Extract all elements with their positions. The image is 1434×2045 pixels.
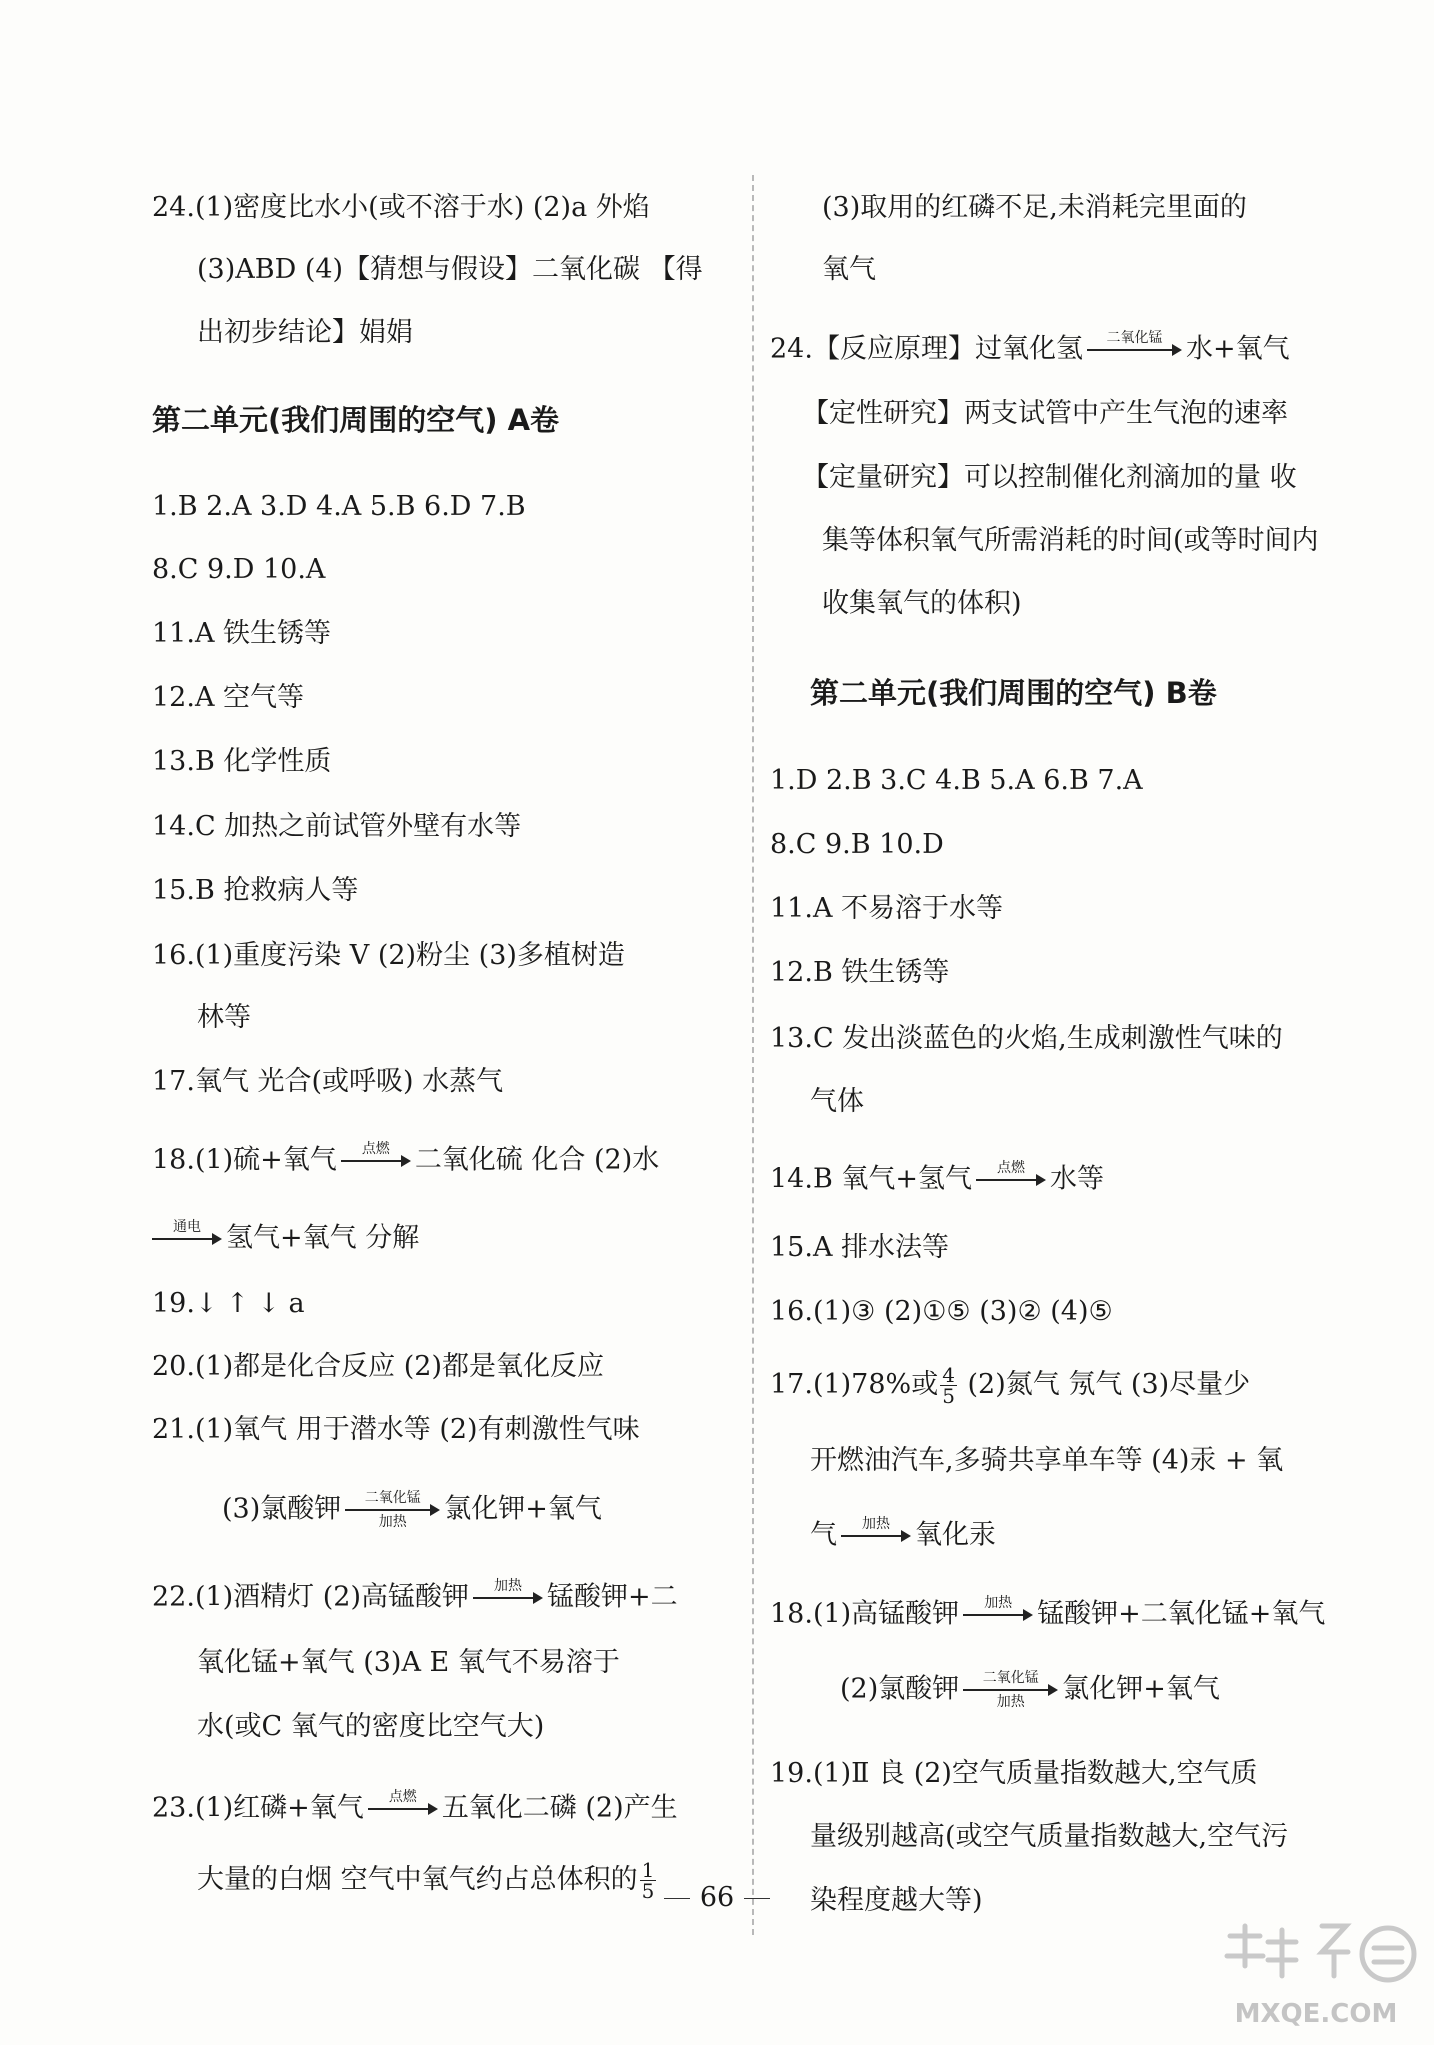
reaction-arrow <box>473 1578 543 1618</box>
answer-line: 气体 <box>810 1086 864 1117</box>
arrow-condition: 加热 <box>494 1578 523 1594</box>
arrow-condition: 加热 <box>984 1595 1013 1611</box>
watermark-logo-icon <box>1212 1918 1422 2036</box>
arrow-condition: 二氧化锰 <box>364 1490 421 1506</box>
answer-text: 17.(1)78%或 <box>770 1369 939 1400</box>
arrow-condition: 点燃 <box>361 1141 390 1157</box>
fraction-numerator: 1 <box>641 1858 655 1882</box>
equation-reactants: 23.(1)红磷+氧气 <box>152 1792 364 1824</box>
answer-line: 氧气 <box>822 254 876 285</box>
column-divider <box>752 175 754 1935</box>
equation-reactants: (2)氯酸钾 <box>840 1673 960 1705</box>
answer-line: 24.(1)密度比水小(或不溶于水) (2)a 外焰 <box>152 192 650 223</box>
equation-line <box>770 1160 1104 1194</box>
equation-products: 氯化钾+氧气 <box>444 1493 602 1525</box>
reaction-arrow <box>345 1490 440 1530</box>
equation-line <box>222 1490 602 1530</box>
answer-line: 染程度越大等) <box>810 1885 983 1916</box>
watermark-text: MXQE.COM <box>1234 1999 1398 2029</box>
answer-line: (3)取用的红磷不足,未消耗完里面的 <box>822 192 1247 223</box>
section-heading-a: 第二单元(我们周围的空气) A卷 <box>152 403 560 437</box>
answer-line: 21.(1)氧气 用于潜水等 (2)有刺激性气味 <box>152 1414 640 1445</box>
arrow-condition: 二氧化锰 <box>982 1670 1039 1686</box>
arrow-condition: 点燃 <box>997 1160 1025 1176</box>
answer-line: 开燃油汽车,多骑共享单车等 (4)汞 + 氧 <box>810 1445 1284 1476</box>
reaction-arrow <box>976 1160 1046 1200</box>
answer-line: 15.B 抢救病人等 <box>152 875 359 906</box>
arrow-condition: 点燃 <box>388 1789 417 1805</box>
equation-products: 水+氧气 <box>1185 333 1290 365</box>
reaction-arrow <box>841 1516 911 1556</box>
answer-line: 集等体积氧气所需消耗的时间(或等时间内 <box>822 525 1319 556</box>
equation-products: 二氧化硫 化合 (2)水 <box>414 1144 660 1176</box>
reaction-arrow <box>368 1789 438 1829</box>
answer-line: 【定量研究】可以控制催化剂滴加的量 收 <box>802 462 1297 493</box>
equation-reactants: (3)氯酸钾 <box>222 1493 342 1525</box>
equation-line <box>770 1516 996 1550</box>
arrow-condition: 加热 <box>378 1514 407 1530</box>
answer-line: 19.(1)Ⅱ 良 (2)空气质量指数越大,空气质 <box>770 1758 1258 1789</box>
answer-line: 水(或C 氧气的密度比空气大) <box>197 1711 545 1742</box>
answer-line <box>152 1858 658 1903</box>
answer-line: 林等 <box>197 1002 251 1033</box>
answer-line: 17.氧气 光合(或呼吸) 水蒸气 <box>152 1066 504 1097</box>
equation-reactants: 14.B 氧气+氢气 <box>770 1163 972 1195</box>
equation-reactants: 气 <box>810 1519 837 1551</box>
arrow-condition: 加热 <box>862 1516 890 1532</box>
equation-line <box>152 1219 419 1253</box>
section-heading-b: 第二单元(我们周围的空气) B卷 <box>810 676 1217 710</box>
answer-line: 收集氧气的体积) <box>822 588 1022 619</box>
equation-products: 锰酸钾+二氧化锰+氧气 <box>1037 1598 1326 1630</box>
answer-line: 1.B 2.A 3.D 4.A 5.B 6.D 7.B <box>152 491 526 522</box>
equation-products: 氢气+氧气 分解 <box>226 1222 420 1254</box>
answer-line: 量级别越高(或空气质量指数越大,空气污 <box>810 1821 1289 1852</box>
equation-reactants: 18.(1)高锰酸钾 <box>770 1598 960 1630</box>
answer-line: 11.A 铁生锈等 <box>152 618 332 649</box>
equation-reactants: 22.(1)酒精灯 (2)高锰酸钾 <box>152 1581 470 1613</box>
arrow-condition: 通电 <box>173 1219 201 1235</box>
answer-line: 14.C 加热之前试管外壁有水等 <box>152 811 522 842</box>
equation-reactants: 18.(1)硫+氧气 <box>152 1144 337 1176</box>
fraction-numerator: 4 <box>942 1363 955 1387</box>
answer-line: 12.B 铁生锈等 <box>770 957 950 988</box>
equation-line <box>152 1789 678 1823</box>
arrow-condition: 二氧化锰 <box>1106 330 1163 346</box>
answer-line <box>770 1363 1251 1408</box>
answer-line: 8.C 9.B 10.D <box>770 829 944 860</box>
fraction-denominator: 5 <box>942 1384 955 1408</box>
answer-line: 1.D 2.B 3.C 4.B 5.A 6.B 7.A <box>770 765 1143 796</box>
equation-line <box>770 1595 1325 1629</box>
equation-products: 锰酸钾+二 <box>547 1581 678 1613</box>
equation-line <box>840 1670 1220 1710</box>
reaction-arrow <box>1087 330 1182 370</box>
answer-line: 15.A 排水法等 <box>770 1232 950 1263</box>
page-number <box>600 1879 834 1913</box>
equation-line <box>152 1578 678 1612</box>
arrow-condition: 加热 <box>996 1694 1025 1710</box>
equation-line <box>770 330 1290 364</box>
answer-line: 16.(1)③ (2)①⑤ (3)② (4)⑤ <box>770 1296 1113 1327</box>
reaction-arrow <box>152 1219 222 1259</box>
answer-line: 8.C 9.D 10.A <box>152 554 326 585</box>
page-number-value: 66 <box>699 1882 735 1913</box>
answer-line: 12.A 空气等 <box>152 682 305 713</box>
reaction-arrow <box>963 1595 1033 1635</box>
answer-line: 19.↓ ↑ ↓ a <box>152 1288 305 1319</box>
answer-line: 出初步结论】娟娟 <box>197 317 413 348</box>
answer-line: 20.(1)都是化合反应 (2)都是氧化反应 <box>152 1351 605 1382</box>
equation-products: 氯化钾+氧气 <box>1062 1673 1220 1705</box>
answer-line: 11.A 不易溶于水等 <box>770 893 1004 924</box>
answer-line: 13.C 发出淡蓝色的火焰,生成刺激性气味的 <box>770 1023 1283 1054</box>
answer-line: 氧化锰+氧气 (3)A E 氧气不易溶于 <box>197 1647 620 1678</box>
fraction-denominator: 5 <box>641 1879 655 1903</box>
equation-products: 五氧化二磷 (2)产生 <box>441 1792 678 1824</box>
reaction-arrow <box>963 1670 1058 1710</box>
equation-products: 氧化汞 <box>915 1519 996 1551</box>
equation-line <box>152 1141 659 1175</box>
fraction <box>940 1365 957 1406</box>
answer-line: 13.B 化学性质 <box>152 746 332 777</box>
answer-text: 大量的白烟 空气中氧气约占总体积的 <box>197 1864 638 1895</box>
reaction-arrow <box>341 1141 411 1181</box>
equation-reactants: 24.【反应原理】过氧化氢 <box>770 333 1083 365</box>
answer-line: (3)ABD (4)【猜想与假设】二氧化碳 【得 <box>197 254 703 285</box>
equation-products: 水等 <box>1050 1163 1104 1195</box>
answer-line: 16.(1)重度污染 V (2)粉尘 (3)多植树造 <box>152 940 625 971</box>
answer-text: (2)氮气 氖气 (3)尽量少 <box>958 1369 1251 1400</box>
answer-line: 【定性研究】两支试管中产生气泡的速率 <box>802 398 1288 429</box>
